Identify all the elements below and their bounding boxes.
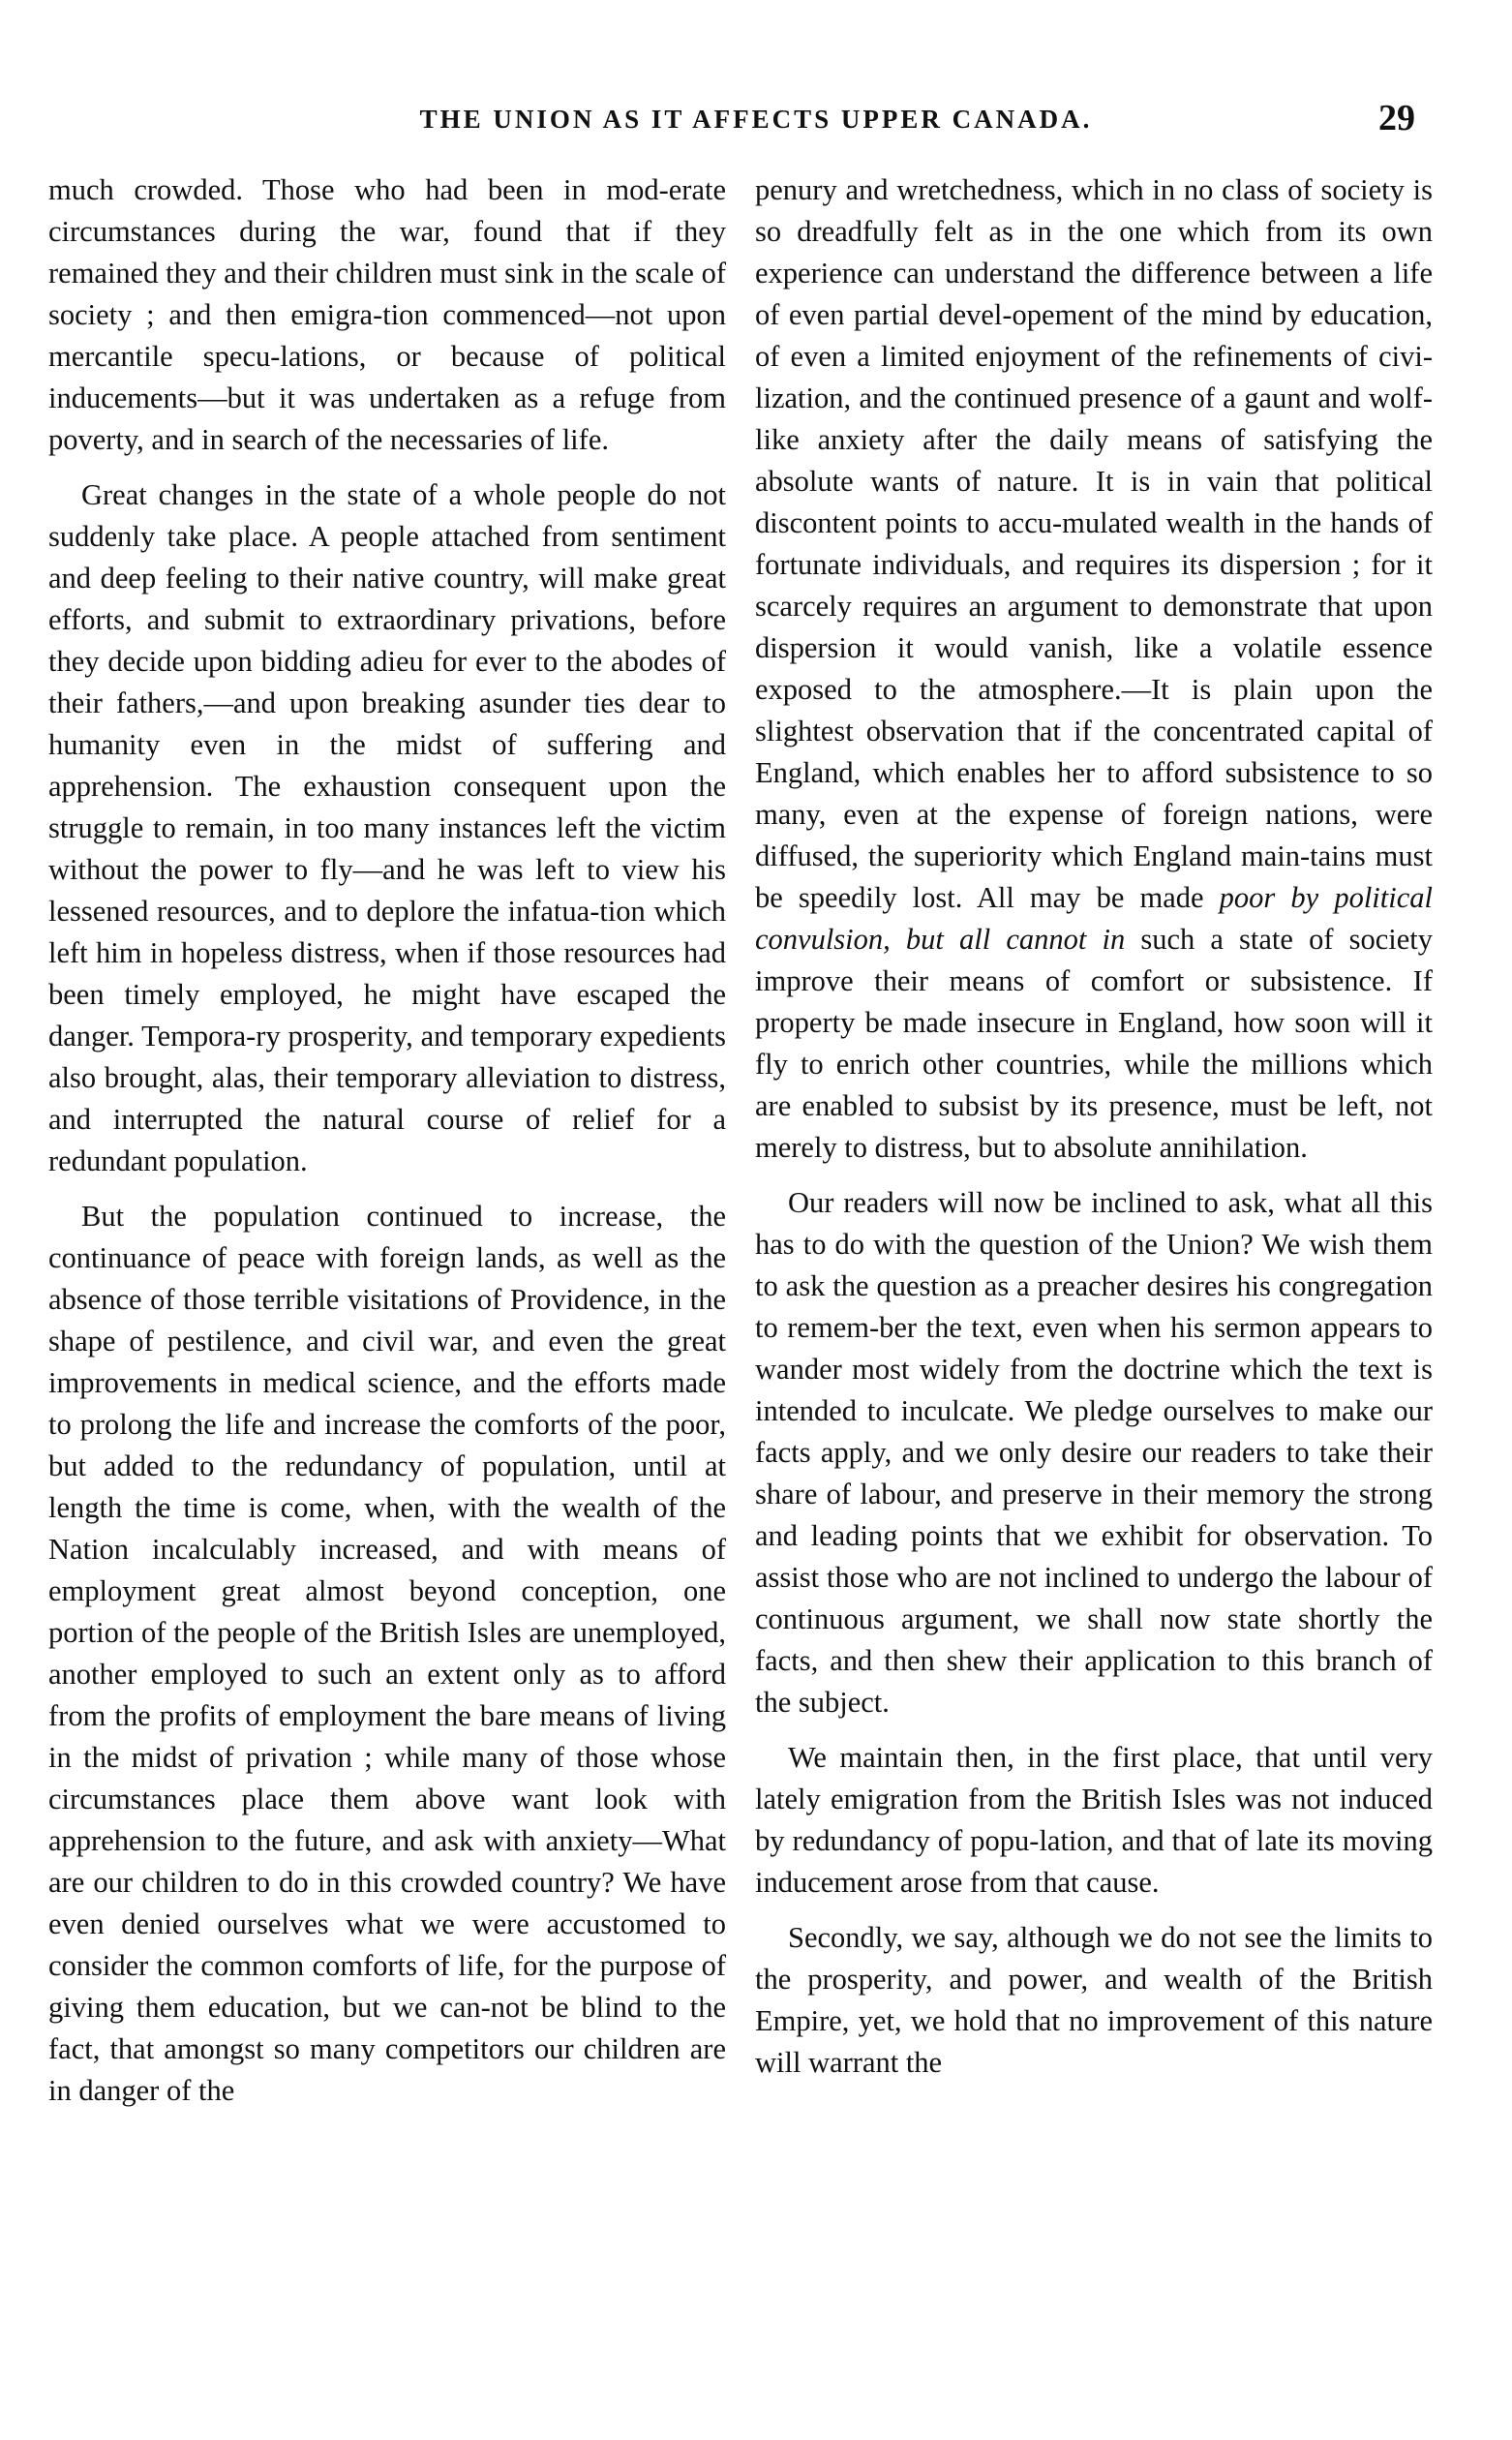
paragraph-continued <box>755 169 1433 1169</box>
paragraph: Great changes in the state of a whole people do not suddenly take place. A people attached from sentiment and deep feeling to their native country, will make great efforts, and submit to extraordinary privations, before they decide upon bidding adieu for ever to the abodes of their fathers,—and upon breaking asunder ties dear to humanity even in the midst of suffering and apprehension. The exhaustion consequent upon the struggle to remain, in too many instances left the victim without the power to fly—and he was left to view his lessened resources, and to deplore the infatua-tion which left him in hopeless distress, when if those resources had been timely employed, he might have escaped the danger. Tempora-ry prosperity, and temporary expedients also brought, alas, their temporary alleviation to distress, and interrupted the natural course of relief for a redundant population. <box>48 478 726 1177</box>
left-column <box>48 169 726 2125</box>
paragraph: Our readers will now be inclined to ask, what all this has to do with the question of the Union? We wish them to ask the question as a preacher desires his congregation to remem-ber the text, even when his sermon appears to wander most widely from the doctrine which the text is intended to inculcate. We pledge ourselves to make our facts apply, and we only desire our readers to take their share of labour, and preserve in their memory the strong and leading points that we exhibit for observation. To assist those who are not inclined to undergo the labour of continuous argument, we shall now state shortly the facts, and then shew their application to this branch of the subject. <box>755 1186 1433 1719</box>
text-run: such a state of society improve their means of comfort or subsistence. If property be made insecure in England, how soon will it fly to enrich other countries, while the millions which are enabled to subsist by its presence, must be left, not merely to distress, but to absolute annihilation. <box>755 923 1433 1164</box>
paragraph: Secondly, we say, although we do not see the limits to the prosperity, and power, and wealth of the British Empire, yet, we hold that no improvement of this nature will warrant the <box>755 1921 1433 2079</box>
page-number: 29 <box>1378 98 1415 138</box>
right-column <box>755 169 1433 2097</box>
running-title: THE UNION AS IT AFFECTS UPPER CANADA. <box>419 105 1093 134</box>
text-run: penury and wretchedness, which in no class of society is so dreadfully felt as in the one which from its own experience can understand the difference between a life of even partial devel-opement of the mind by education, of even a limited enjoyment of the refinements of civi-lization, and the continued presence of a gaunt and wolf-like anxiety after the daily means of satisfying the absolute wants of nature. It is in vain that political discontent points to accu-mulated wealth in the hands of fortunate individuals, and requires its dispersion ; for it scarcely requires an argument to demonstrate that upon dispersion it would vanish, like a volatile essence exposed to the atmosphere.—It is plain upon the slightest observation that if the concentrated capital of England, which enables her to afford subsistence to so many, even at the expense of foreign nations, were diffused, the superiority which England main-tains must be speedily lost. All may be made <box>755 173 1433 914</box>
paragraph: We maintain then, in the first place, that until very lately emigration from the British Isles was not induced by redundancy of popu-lation, and that of late its moving inducement arose from that cause. <box>755 1741 1433 1899</box>
paragraph: But the population continued to increase, the continuance of peace with foreign lands, as well as the absence of those terrible visitations of Providence, in the shape of pestilence, and civil war, and even the great improvements in medical science, and the efforts made to prolong the life and increase the comforts of the poor, but added to the redundancy of population, until at length the time is come, when, with the wealth of the Nation incalculably increased, and with means of employment great almost beyond conception, one portion of the people of the British Isles are unemployed, another employed to such an extent only as to afford from the profits of employment the bare means of living in the midst of privation ; while many of those whose circumstances place them above want look with apprehension to the future, and ask with anxiety—What are our children to do in this crowded country? We have even denied ourselves what we were accustomed to consider the common comforts of life, for the purpose of giving them education, but we can-not be blind to the fact, that amongst so many competitors our children are in danger of the <box>48 1200 726 2107</box>
italic-text-run: poor by political convulsion, but all cannot in <box>755 881 1433 956</box>
running-head <box>48 97 1464 155</box>
paragraph-continued: much crowded. Those who had been in mod-erate circumstances during the war, found that if they remained they and their children must sink in the scale of society ; and then emigra-tion commenced—not upon mercantile specu-lations, or because of political inducements—but it was undertaken as a refuge from poverty, and in search of the necessaries of life. <box>48 173 726 456</box>
